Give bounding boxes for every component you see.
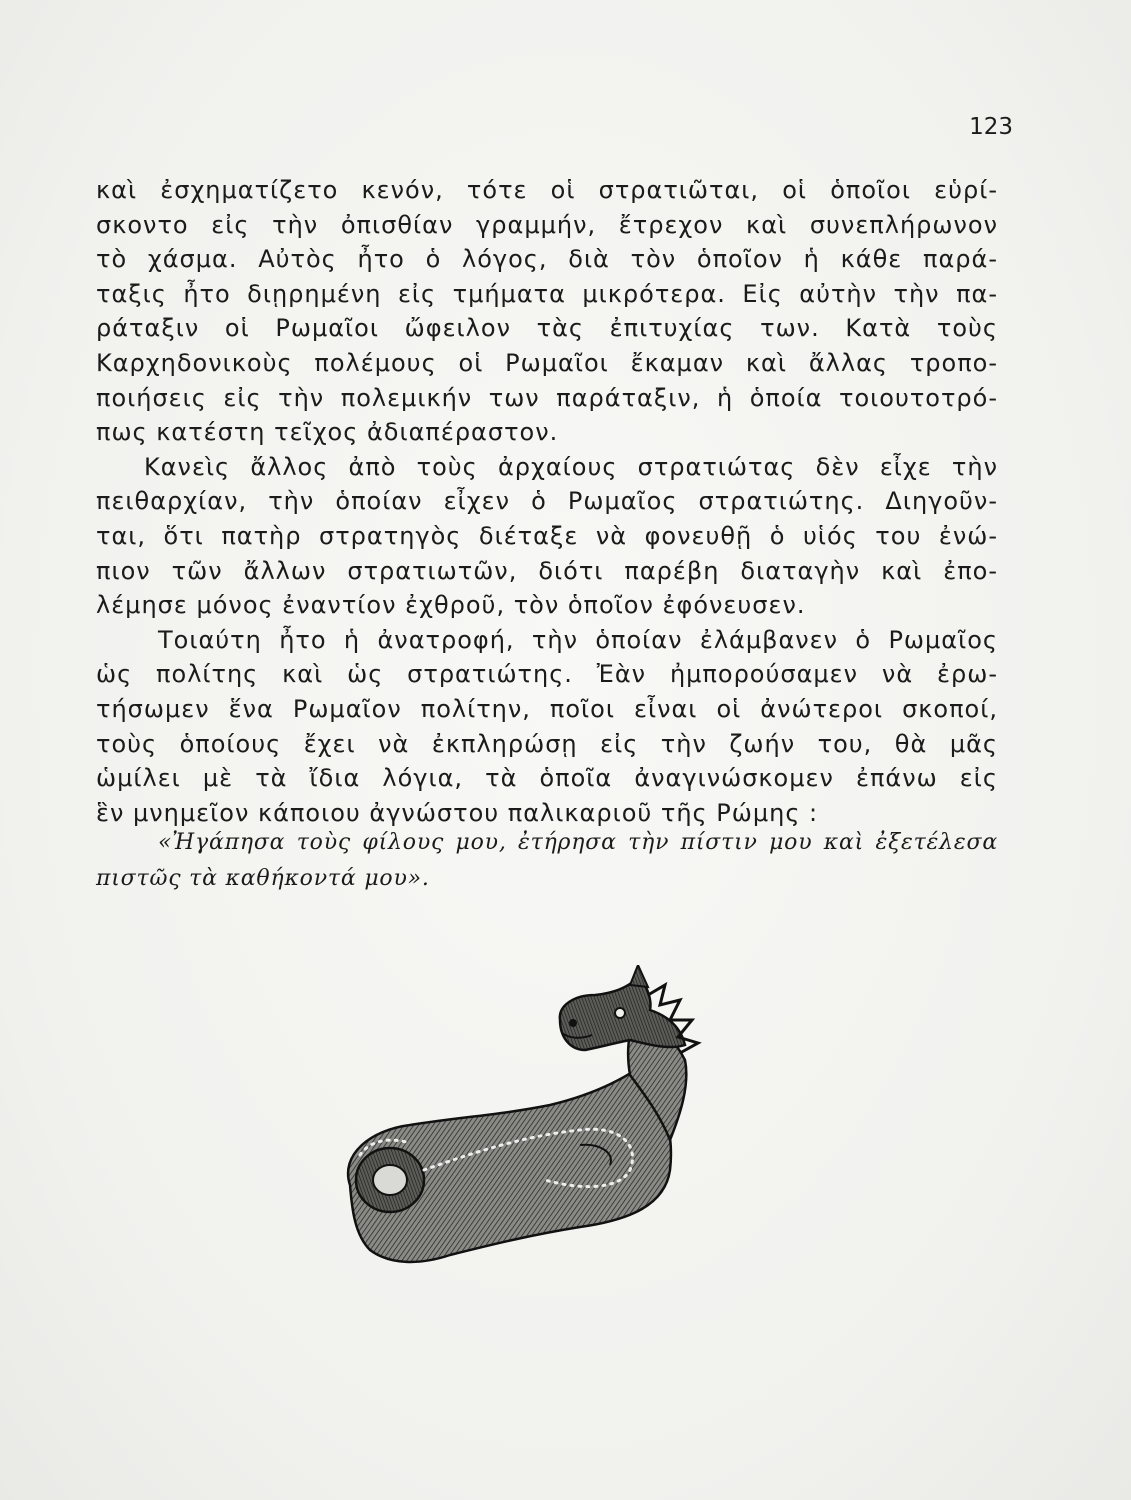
text-line: τὸ χάσμα. Αὐτὸς ἦτο ὁ λόγος, διὰ τὸν ὁποῖον ἡ κάθε παρά- bbox=[96, 245, 998, 274]
text-line: λέμησε μόνος ἐναντίον ἐχθροῦ, τὸν ὁποῖον ἐφόνευσεν. bbox=[96, 591, 806, 620]
text-line: ται, ὅτι πατὴρ στρατηγὸς διέταξε νὰ φονευθῇ ὁ υἱός του ἐνώ- bbox=[96, 521, 998, 550]
paragraph-3 bbox=[96, 623, 998, 831]
text-line: Κανεὶς ἄλλος ἀπὸ τοὺς ἀρχαίους στρατιώτας δὲν εἶχε τὴν bbox=[144, 452, 998, 481]
text-line: πιον τῶν ἄλλων στρατιωτῶν, διότι παρέβη διαταγὴν καὶ ἐπο- bbox=[96, 556, 998, 585]
text-line: καὶ ἐσχηματίζετο κενόν, τότε οἱ στρατιῶται, οἱ ὁποῖοι εὑρί- bbox=[96, 176, 998, 204]
text-line: ὡς πολίτης καὶ ὡς στρατιώτης. Ἐὰν ἠμπορούσαμεν νὰ ἐρω- bbox=[96, 660, 998, 689]
body-text bbox=[96, 173, 998, 830]
quote-line: πιστῶς τὰ καθήκοντά μου». bbox=[96, 866, 430, 891]
text-line: ταξις ἦτο διῃρημένη εἰς τμήματα μικρότερα. Εἰς αὐτὴν τὴν πα- bbox=[96, 279, 998, 308]
text-line: τοὺς ὁποίους ἔχει νὰ ἐκπληρώσῃ εἰς τὴν ζωήν του, θὰ μᾶς bbox=[96, 729, 998, 758]
horse-head-lamp-illustration bbox=[330, 965, 770, 1275]
text-line: ὡμίλει μὲ τὰ ἴδια λόγια, τὰ ὁποῖα ἀναγινώσκομεν ἐπάνω εἰς bbox=[96, 764, 998, 793]
horse-ear bbox=[630, 965, 648, 987]
epitaph-quote bbox=[96, 825, 998, 897]
text-line: πως κατέστη τεῖχος ἀδιαπέραστον. bbox=[96, 418, 559, 447]
text-line: ποιήσεις εἰς τὴν πολεμικήν των παράταξιν, ἡ ὁποία τοιουτοτρό- bbox=[96, 383, 998, 412]
paragraph-1 bbox=[96, 173, 998, 450]
horse-eye bbox=[615, 1008, 625, 1018]
text-line: πειθαρχίαν, τὴν ὁποίαν εἶχεν ὁ Ρωμαῖος στρατιώτης. Διηγοῦν- bbox=[96, 487, 998, 516]
text-line: σκοντο εἰς τὴν ὀπισθίαν γραμμήν, ἔτρεχον καὶ συνεπλήρωνον bbox=[96, 210, 998, 239]
page-number: 123 bbox=[969, 114, 1013, 140]
paragraph-2 bbox=[96, 450, 998, 623]
text-line: Καρχηδονικοὺς πολέμους οἱ Ρωμαῖοι ἔκαμαν καὶ ἄλλας τροπο- bbox=[96, 348, 998, 377]
text-line: ἓν μνημεῖον κάποιου ἀγνώστου παλικαριοῦ τῆς Ρώμης : bbox=[96, 798, 819, 827]
quote-line: «Ἠγάπησα τοὺς φίλους μου, ἐτήρησα τὴν πίστιν μου καὶ ἐξετέλεσα bbox=[158, 830, 998, 855]
text-line: τήσωμεν ἕνα Ρωμαῖον πολίτην, ποῖοι εἶναι οἱ ἀνώτεροι σκοποί, bbox=[96, 694, 998, 723]
text-line: Τοιαύτη ἦτο ἡ ἀνατροφή, τὴν ὁποίαν ἐλάμβανεν ὁ Ρωμαῖος bbox=[158, 625, 998, 654]
text-line: ράταξιν οἱ Ρωμαῖοι ὤφειλον τὰς ἐπιτυχίας των. Κατὰ τοὺς bbox=[96, 314, 998, 343]
